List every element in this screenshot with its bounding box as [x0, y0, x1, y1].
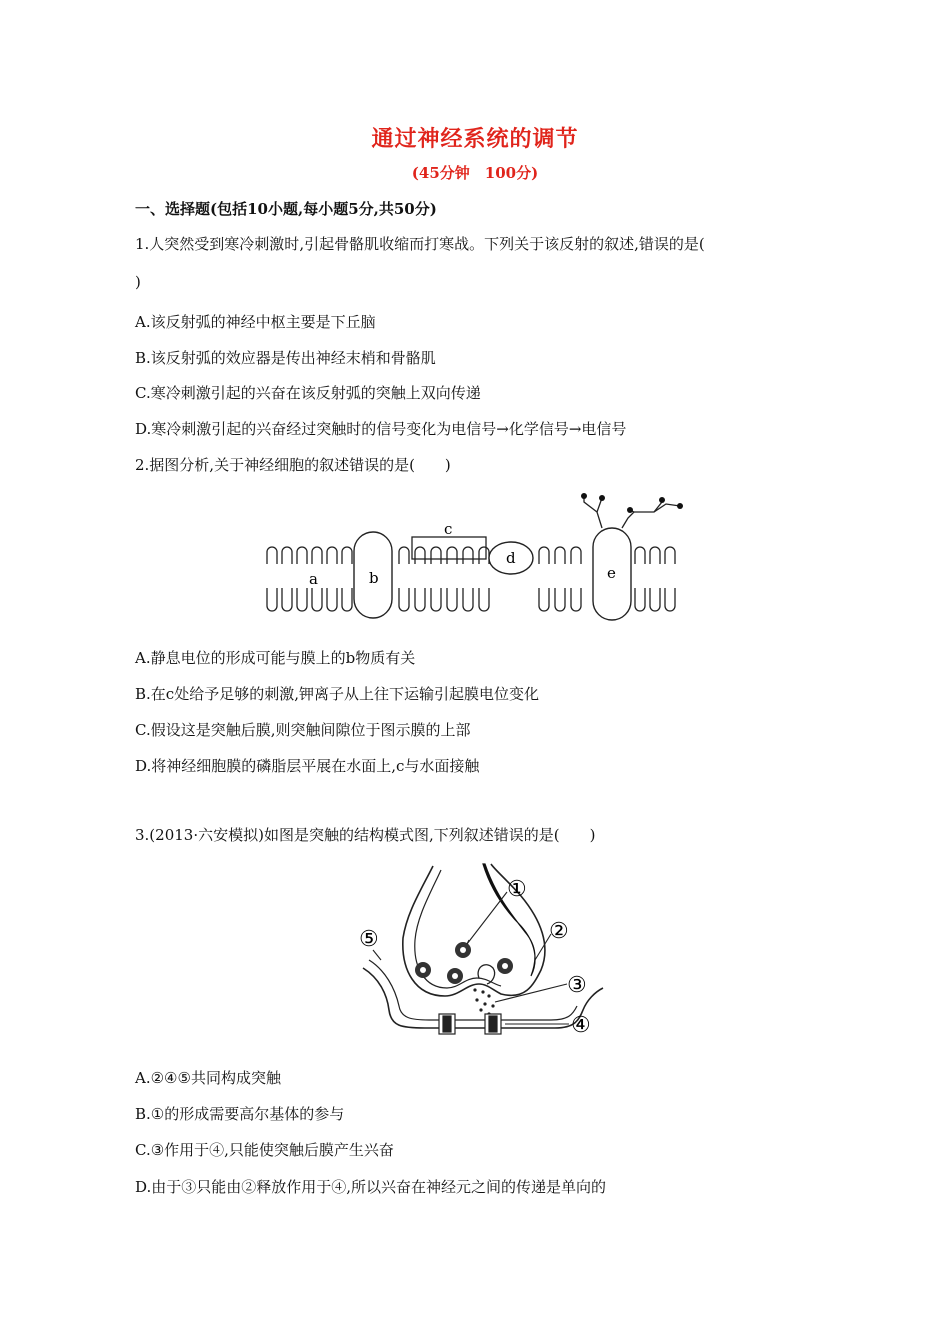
label-5: ⑤ — [359, 927, 379, 952]
label-e: e — [607, 564, 616, 582]
q1-option-d: D.寒冷刺激引起的兴奋经过突触时的信号变化为电信号→化学信号→电信号 — [135, 420, 627, 438]
phospholipid-top — [342, 547, 352, 564]
q3-option-d: D.由于③只能由②释放作用于④,所以兴奋在神经元之间的传递是单向的 — [135, 1178, 607, 1196]
q3-option-b: B.①的形成需要高尔基体的参与 — [135, 1105, 345, 1123]
label-1: ① — [507, 877, 527, 902]
phospholipid-bottom — [415, 588, 425, 611]
phospholipid-top — [555, 547, 565, 564]
phospholipid-bottom — [431, 588, 441, 611]
phospholipid-bottom — [282, 588, 292, 611]
phospholipid-bottom — [555, 588, 565, 611]
q3-option-c: C.③作用于④,只能使突触后膜产生兴奋 — [135, 1141, 394, 1159]
membrane-figure — [262, 490, 692, 625]
label-c: c — [444, 520, 453, 538]
phospholipid-bottom — [447, 588, 457, 611]
phospholipid-top — [399, 547, 409, 564]
q2-stem: 2.据图分析,关于神经细胞的叙述错误的是( ) — [135, 456, 451, 474]
q2-option-a: A.静息电位的形成可能与膜上的b物质有关 — [135, 649, 416, 667]
phospholipid-bottom — [327, 588, 337, 611]
q2-option-c: C.假设这是突触后膜,则突触间隙位于图示膜的上部 — [135, 721, 471, 739]
q1-option-a: A.该反射弧的神经中枢主要是下丘脑 — [135, 313, 376, 331]
phospholipid-top — [650, 547, 660, 564]
phospholipid-top — [665, 547, 675, 564]
phospholipid-bottom — [571, 588, 581, 611]
label-3: ③ — [567, 973, 587, 998]
phospholipid-top — [447, 547, 457, 564]
phospholipid-top — [635, 547, 645, 564]
q2-option-d: D.将神经细胞膜的磷脂层平展在水面上,c与水面接触 — [135, 757, 480, 775]
phospholipid-bottom — [342, 588, 352, 611]
phospholipid-top — [327, 547, 337, 564]
receptors — [439, 1014, 501, 1034]
phospholipid-bottom — [635, 588, 645, 611]
phospholipid-bottom — [539, 588, 549, 611]
q3-stem: 3.(2013·六安模拟)如图是突触的结构模式图,下列叙述错误的是( ) — [135, 826, 596, 844]
glycoprotein-dots — [581, 493, 683, 513]
phospholipid-top — [463, 547, 473, 564]
phospholipid-bottom — [479, 588, 489, 611]
phospholipid-top — [267, 547, 277, 564]
q2-option-b: B.在c处给予足够的刺激,钾离子从上往下运输引起膜电位变化 — [135, 685, 539, 703]
synapse-figure — [355, 860, 605, 1045]
phospholipid-bottom — [399, 588, 409, 611]
q1-option-c: C.寒冷刺激引起的兴奋在该反射弧的突触上双向传递 — [135, 384, 481, 402]
label-d: d — [506, 549, 516, 567]
label-2: ② — [549, 919, 569, 944]
q1-stem-cont: ) — [135, 273, 141, 291]
page-title: 通过神经系统的调节 — [371, 126, 579, 152]
synaptic-vesicles — [415, 942, 513, 984]
phospholipid-bottom — [267, 588, 277, 611]
phospholipid-top — [571, 547, 581, 564]
phospholipid-bottom — [312, 588, 322, 611]
phospholipid-top — [539, 547, 549, 564]
phospholipid-bottom — [650, 588, 660, 611]
section-heading: 一、选择题(包括10小题,每小题5分,共50分) — [135, 200, 437, 218]
label-4: ④ — [571, 1013, 591, 1038]
leader-lines — [373, 892, 569, 1024]
phospholipid-bottom — [297, 588, 307, 611]
q1-option-b: B.该反射弧的效应器是传出神经末梢和骨骼肌 — [135, 349, 436, 367]
q1-stem: 1.人突然受到寒冷刺激时,引起骨骼肌收缩而打寒战。下列关于该反射的叙述,错误的是( — [135, 235, 705, 253]
phospholipid-bottom — [463, 588, 473, 611]
neurotransmitter-dots — [473, 988, 494, 1015]
q3-option-a: A.②④⑤共同构成突触 — [135, 1069, 281, 1087]
phospholipid-top — [415, 547, 425, 564]
phospholipid-top — [282, 547, 292, 564]
label-a: a — [309, 570, 318, 588]
phospholipid-top — [431, 547, 441, 564]
phospholipid-top — [479, 547, 489, 564]
page-subtitle: (45分钟 100分) — [411, 164, 539, 182]
phospholipid-top — [312, 547, 322, 564]
phospholipid-bottom — [665, 588, 675, 611]
label-b: b — [369, 569, 379, 587]
phospholipid-top — [297, 547, 307, 564]
